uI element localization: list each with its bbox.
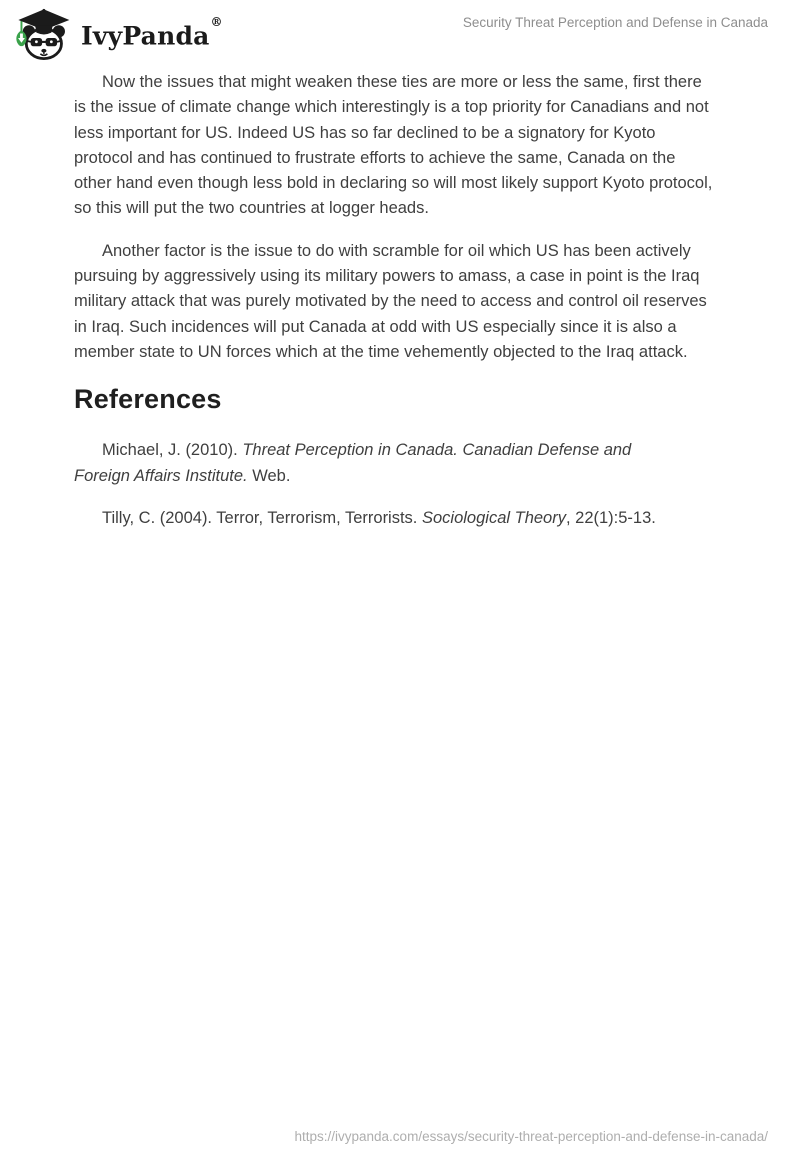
registered-mark: ®	[210, 15, 223, 30]
ivypanda-logo[interactable]	[14, 6, 223, 62]
paragraph: Another factor is the issue to do with scramble for oil which US has been actively pursuing by aggressively using its military powers to amass, a case in point is the Iraq military attack that was purely motivated by the need to access and control oil reserves in Iraq. Such incidences will put Canada at odd with US especially since it is also a member state to UN forces which at the time vehemently objected to the Iraq attack.	[74, 241, 707, 361]
reference-list	[74, 438, 726, 531]
reference-entry: Michael, J. (2010). Threat Perception in Canada. Canadian Defense and Foreign Affairs Institute. Web.	[74, 441, 632, 485]
document-title: Security Threat Perception and Defense in Canada	[462, 15, 768, 30]
references-heading: References	[74, 384, 222, 415]
site-header	[0, 0, 800, 66]
essay-content	[74, 70, 726, 548]
paragraph: Now the issues that might weaken these ties are more or less the same, first there is the issue of climate change which interestingly is a top priority for Canadians and not less important for US. Indeed US has so far declined to be a signatory for Kyoto protocol and has continued to frustrate efforts to achieve the same, Canada on the other hand even though less bold in declaring so will most likely support Kyoto protocol, so this will put the two countries at logger heads.	[74, 73, 713, 218]
source-url-link[interactable]: https://ivypanda.com/essays/security-threat-perception-and-defense-in-canada/	[294, 1129, 768, 1144]
paragraph-list	[74, 70, 726, 365]
panda-graduate-icon	[14, 6, 72, 62]
brand-name	[81, 16, 223, 51]
reference-entry: Tilly, C. (2004). Terror, Terrorism, Terrorists. Sociological Theory, 22(1):5-13.	[102, 508, 656, 527]
brand-text: IvyPanda	[81, 21, 210, 51]
